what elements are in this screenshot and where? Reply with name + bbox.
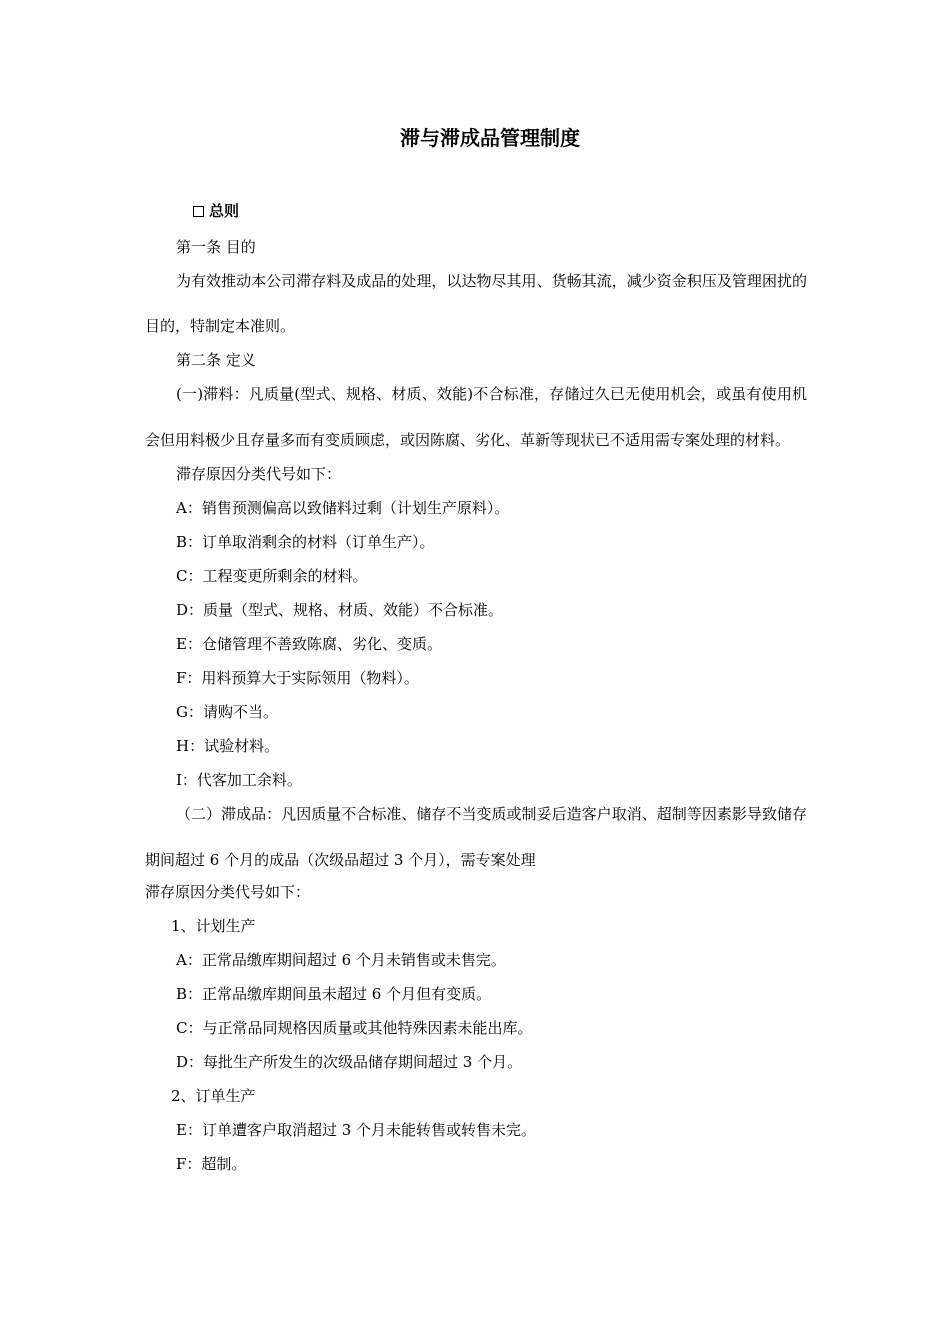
list-item: A：正常品缴库期间超过 6 个月未销售或未售完。: [176, 951, 506, 969]
list-item: E：仓储管理不善致陈腐、劣化、变质。: [176, 635, 442, 653]
definition1-body: (一)滞料：凡质量(型式、规格、材质、效能)不合标准，存储过久已无使用机会，或虽有使用机会但用料极少且存量多而有变质顾虑，或因陈腐、劣化、革新等现状已不适用需专案处理的材料。: [145, 385, 807, 449]
list-item: B：正常品缴库期间虽未超过 6 个月但有变质。: [176, 985, 492, 1003]
definition2-body: （二）滞成品：凡因质量不合标准、储存不当变质或制妥后造客户取消、超制等因素影导致储存期间超过 6 个月的成品（次级品超过 3 个月），需专案处理: [145, 805, 807, 869]
checkbox-icon: [193, 206, 204, 217]
section-heading-text: 总则: [209, 202, 240, 220]
section-heading: [145, 198, 807, 224]
list-item: F：超制。: [176, 1155, 247, 1173]
list-item: I：代客加工余料。: [176, 771, 302, 789]
document-body: [145, 198, 807, 1181]
list-item: B：订单取消剩余的材料（订单生产）。: [176, 533, 435, 551]
list-item: C：工程变更所剩余的材料。: [176, 567, 368, 585]
list-item: E：订单遭客户取消超过 3 个月未能转售或转售未完。: [176, 1121, 537, 1139]
definition1-codes-intro: 滞存原因分类代号如下：: [176, 465, 342, 483]
list-item: D：质量（型式、规格、材质、效能）不合标准。: [176, 601, 504, 619]
list-item: F：用料预算大于实际领用（物料）。: [176, 669, 419, 687]
definition2-codes-intro: 滞存原因分类代号如下：: [145, 883, 311, 901]
group2-title: 2、订单生产: [171, 1087, 256, 1105]
list-item: D：每批生产所发生的次级品储存期间超过 3 个月。: [176, 1053, 523, 1071]
group1-title: 1、计划生产: [171, 917, 256, 935]
list-item: C：与正常品同规格因质量或其他特殊因素未能出库。: [176, 1019, 533, 1037]
list-item: A：销售预测偏高以致储料过剩（计划生产原料）。: [176, 499, 510, 517]
list-item: G：请购不当。: [176, 703, 278, 721]
list-item: H：试验材料。: [176, 737, 280, 755]
document-title: 滞与滞成品管理制度: [400, 126, 580, 150]
article2-title: 第二条 定义: [176, 351, 256, 369]
article1-body: 为有效推动本公司滞存料及成品的处理，以达物尽其用、货畅其流，减少资金积压及管理困扰的目的，特制定本准则。: [145, 272, 807, 335]
article1-title: 第一条 目的: [176, 238, 256, 256]
